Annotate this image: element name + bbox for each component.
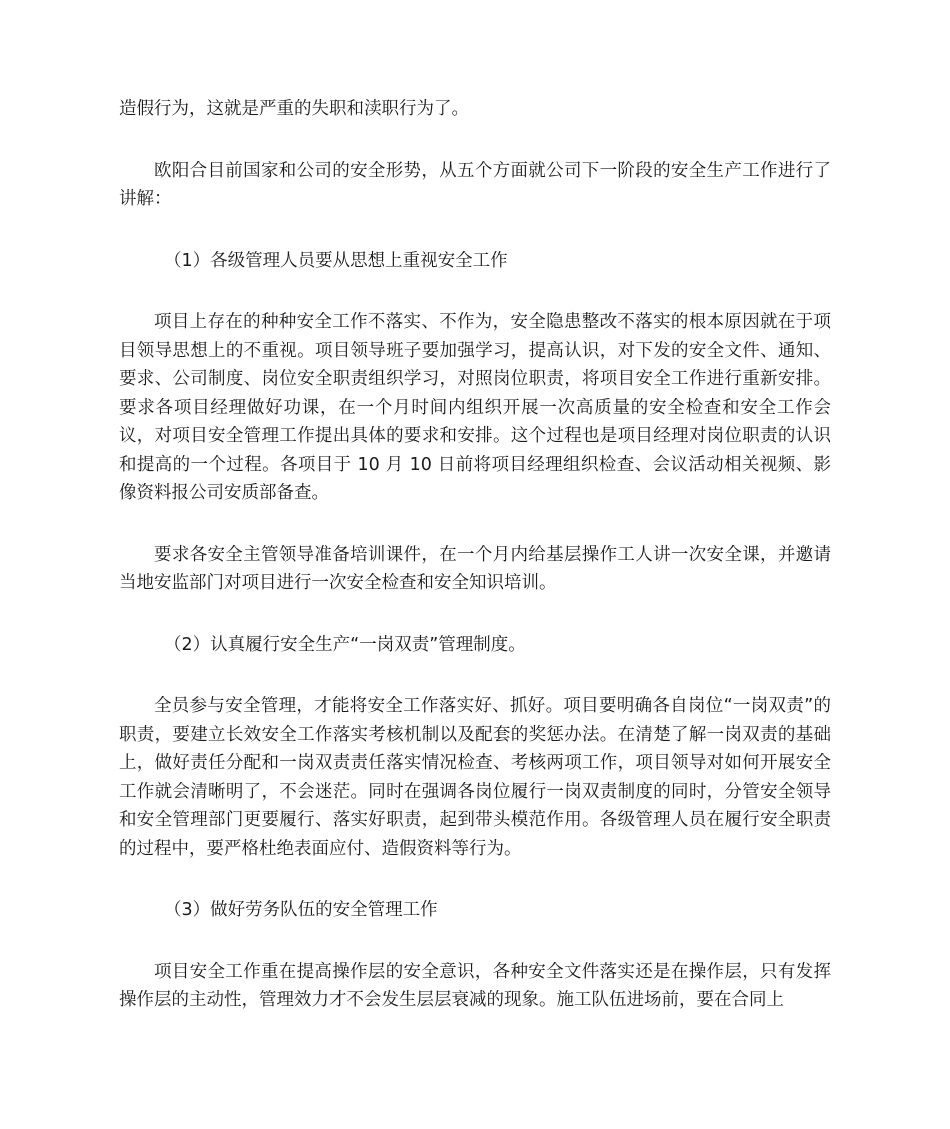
section-heading: （1）各级管理人员要从思想上重视安全工作 (164, 250, 508, 271)
section-heading: （2）认真履行安全生产“一岗双责”管理制度。 (164, 634, 526, 655)
section-heading: （3）做好劳务队伍的安全管理工作 (164, 900, 438, 920)
document-page (119, 95, 831, 1048)
paragraph-text: 项目上存在的种种安全工作不落实、不作为，安全隐患整改不落实的根本原因就在于项目领导思想上的不重视。项目领导班子要加强学习，提高认识，对下发的安全文件、通知、要求、公司制度、岗位安全职责组织学习，对照岗位职责，将项目安全工作进行重新安排。要求各项目经理做好功课，在一个月时间内组织开展一次高质量的安全检查和安全工作会议，对项目安全管理工作提出具体的要求和安排。这个过程也是项目经理对岗位职责的认识和提高的一个过程。各项目于 10 月 10 日前将项目经理组织检查、会议活动相关视频、影像资料报公司安质部备查。 (119, 312, 831, 503)
paragraph-text: 项目安全工作重在提高操作层的安全意识，各种安全文件落实还是在操作层，只有发挥操作层的主动性，管理效力才不会发生层层衰减的现象。施工队伍进场前，要在合同上 (119, 961, 831, 1010)
paragraph-text: 要求各安全主管领导准备培训课件，在一个月内给基层操作工人讲一次安全课，并邀请当地安监部门对项目进行一次安全检查和安全知识培训。 (119, 544, 831, 593)
paragraph-text: 欧阳合目前国家和公司的安全形势，从五个方面就公司下一阶段的安全生产工作进行了讲解： (119, 160, 831, 209)
paragraph-text: 造假行为，这就是严重的失职和渎职行为了。 (119, 99, 469, 119)
paragraph-text: 全员参与安全管理，才能将安全工作落实好、抓好。项目要明确各自岗位“一岗双责”的职责，要建立长效安全工作落实考核机制以及配套的奖惩办法。在清楚了解一岗双责的基础上，做好责任分配和一岗双责责任落实情况检查、考核两项工作，项目领导对如何开展安全工作就会清晰明了，不会迷茫。同时在强调各岗位履行一岗双责制度的同时，分管安全领导和安全管理部门更要履行、落实好职责，起到带头模范作用。各级管理人员在履行安全职责的过程中，要严格杜绝表面应付、造假资料等行为。 (119, 696, 831, 859)
